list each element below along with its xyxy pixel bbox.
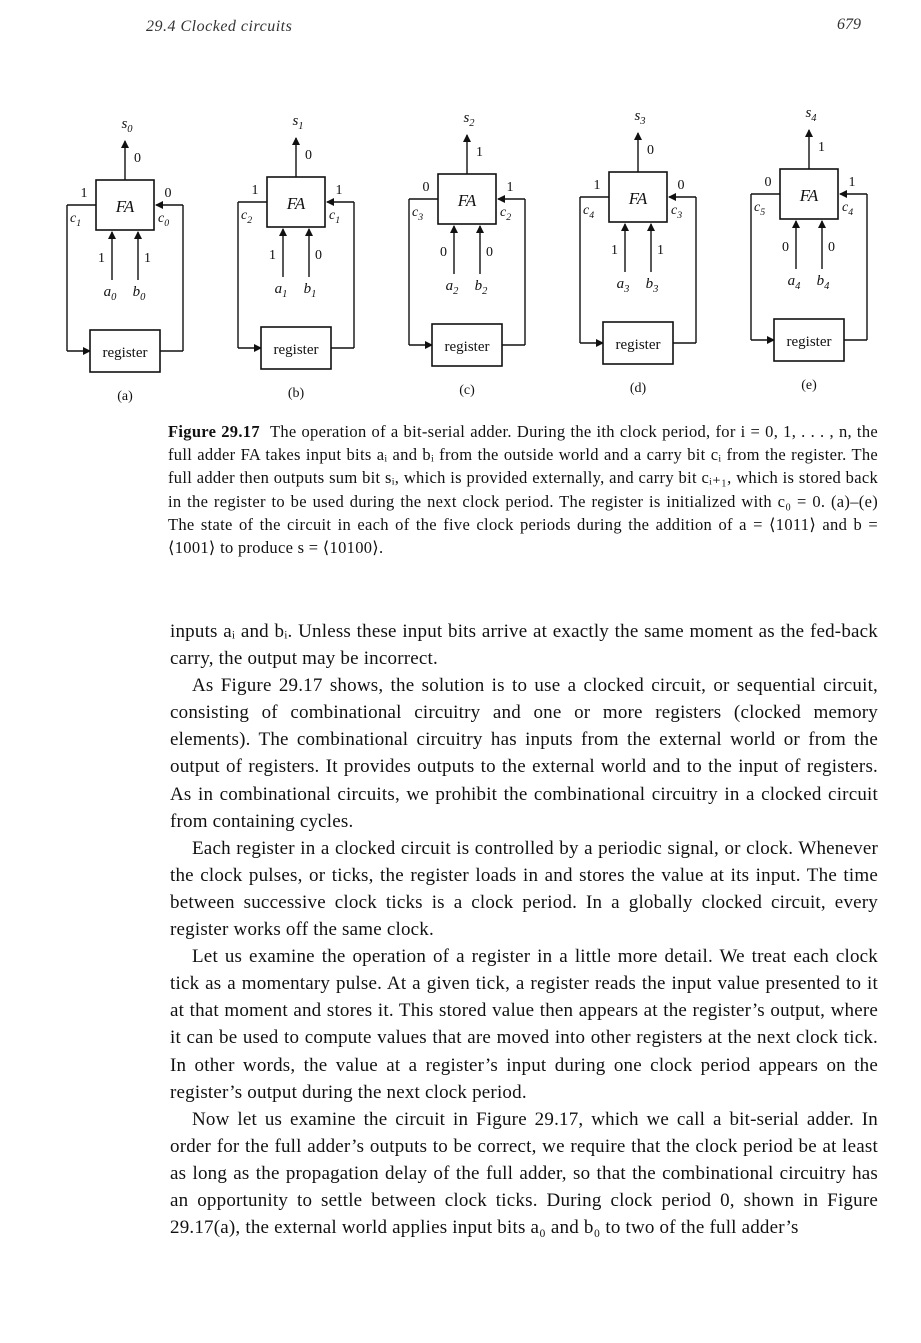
carry-in-bit-value: 0 [677,178,685,193]
b-input-label: $b_3$ [645,276,659,295]
sum-label-subscript: 1 [298,121,304,132]
full-adder-label: FA [457,191,477,210]
carry-out-bit-value: 0 [422,180,430,195]
carry-in-label: $c_2$ [500,205,512,223]
carry-in-label-subscript: 2 [506,212,512,223]
b-bit-value: 0 [828,240,835,255]
full-adder-label: FA [799,186,819,205]
panel-3 [409,110,525,398]
b-input-label-subscript: 0 [140,292,146,303]
b-input-label-subscript: 1 [311,289,317,300]
sum-label: $s_2$ [463,110,475,129]
carry-out-label-subscript: 1 [76,218,82,229]
full-adder-label: FA [115,197,135,216]
a-input-label-subscript: 3 [624,284,630,295]
carry-out-bit-value: 1 [593,178,601,193]
full-adder-label: FA [628,189,648,208]
sum-label: $s_1$ [292,113,304,132]
b-input-label: $b_1$ [303,281,317,300]
a-bit-value: 0 [440,245,447,260]
carry-in-bit-value: 1 [848,175,856,190]
a-input-label-subscript: 0 [111,292,117,303]
a-bit-value: 0 [782,240,789,255]
b-input-label: $b_2$ [474,278,488,297]
carry-in-label-subscript: 0 [164,218,170,229]
carry-out-label-subscript: 5 [760,207,766,218]
figure-label: Figure 29.17 [168,422,260,441]
a-input-label: $a_2$ [445,278,459,297]
b-input-label: $b_4$ [816,273,830,292]
panel-2 [238,113,354,401]
a-input-label-subscript: 4 [795,281,801,292]
full-adder-label: FA [286,194,306,213]
carry-out-bit-value: 1 [251,183,259,198]
a-input-label: $a_1$ [274,281,288,300]
carry-out-label-subscript: 2 [247,215,253,226]
carry-in-label: $c_4$ [842,200,854,218]
paragraph-3: Each register in a clocked circuit is controlled by a periodic signal, or clock. Whenever the clock pulses, or ticks, the register loads in and stores the value at its input. The time between successive clock ticks is a clock period. In a globally clocked circuit, every register works off the same clock. [170,837,878,941]
b-bit-value: 1 [657,243,664,258]
sum-label: $s_0$ [121,116,133,135]
a-input-label-subscript: 2 [453,286,459,297]
paragraph-1: inputs aᵢ and bᵢ. Unless these input bits arrive at exactly the same moment as the fed-back carry, the output may be incorrect. [170,621,878,670]
a-input-label: $a_3$ [616,276,630,295]
carry-out-bit-value: 0 [764,175,772,190]
caption-text: The operation of a bit-serial adder. During the ith clock period, for i = 0, 1, . . . , n, the full adder FA takes input bits aᵢ and bᵢ from the outside world and a carry bit cᵢ from the register. The full adder then outputs sum bit sᵢ, which is provided externally, and carry bit cᵢ₊₁, which is stored back in the register to be used during the next clock period. The register is initialized with c₀ = 0. (a)–(e) The state of the circuit in each of the five clock periods during the addition of a = ⟨1011⟩ and b = ⟨1001⟩ to produce s = ⟨10100⟩. [168,422,878,558]
sum-label-subscript: 2 [469,118,475,129]
sum-label: $s_3$ [634,108,646,127]
paragraph-4: Let us examine the operation of a register in a little more detail. We treat each clock tick as a momentary pulse. At a given tick, a register reads the input value presented to it at that moment and stores it. This stored value then appears at the register’s output, where it can be used to compute values that are moved into other registers at the next clock tick. In other words, the value at a register’s input during one clock period appears on the register’s output during the next clock period. [170,946,878,1103]
carry-in-label: $c_3$ [671,203,683,221]
register-label: register [786,334,832,350]
a-input-label-subscript: 1 [282,289,288,300]
register-label: register [102,345,148,361]
sum-bit-value: 0 [305,148,312,163]
sum-label-subscript: 3 [640,116,646,127]
register-label: register [444,339,490,355]
bit-serial-adder-figure [0,0,921,410]
a-bit-value: 1 [98,251,105,266]
figure-caption [168,420,878,559]
a-bit-value: 1 [611,243,618,258]
register-label: register [615,337,661,353]
carry-in-label-subscript: 3 [677,210,683,221]
panel-label: (c) [459,383,475,398]
paragraph-5: Now let us examine the circuit in Figure 29.17, which we call a bit-serial adder. In order for the full adder’s outputs to be correct, we require that the clock period be at least as long as the propagation delay of the full adder, so that the combinational circuitry has an opportunity to settle between clock ticks. During clock period 0, shown in Figure 29.17(a), the external world applies input bits a₀ and b₀ to two of the full adder’s [170,1108,878,1239]
sum-bit-value: 1 [476,145,483,160]
b-input-label-subscript: 3 [653,284,659,295]
sum-label-subscript: 4 [811,113,817,124]
sum-label: $s_4$ [805,105,817,124]
running-head: 29.4 Clocked circuits [146,18,293,35]
carry-in-bit-value: 1 [506,180,514,195]
a-input-label: $a_0$ [103,284,117,303]
carry-out-bit-value: 1 [80,186,88,201]
panel-1 [67,116,183,404]
body-text [170,618,878,1241]
carry-out-label: $c_4$ [583,203,595,221]
carry-in-label: $c_1$ [329,208,341,226]
b-input-label-subscript: 2 [482,286,488,297]
sum-label-subscript: 0 [127,124,133,135]
carry-in-label: $c_0$ [158,211,170,229]
sum-bit-value: 0 [647,143,654,158]
carry-out-label: $c_3$ [412,205,424,223]
page-number: 679 [837,16,861,33]
panel-label: (e) [801,378,817,393]
register-label: register [273,342,319,358]
b-input-label: $b_0$ [132,284,146,303]
a-input-label: $a_4$ [787,273,801,292]
panel-label: (d) [629,381,647,396]
carry-out-label-subscript: 3 [418,212,424,223]
a-bit-value: 1 [269,248,276,263]
carry-out-label: $c_1$ [70,211,82,229]
carry-in-label-subscript: 1 [335,215,341,226]
panel-label: (b) [287,386,305,401]
carry-in-bit-value: 0 [164,186,172,201]
paragraph-2: As Figure 29.17 shows, the solution is to use a clocked circuit, or sequential circuit, consisting of combinational circuitry and one or more registers (clocked memory elements). The combinational circuitry has inputs from the external world or from the output of registers. It provides outputs to the external world and to the input of registers. As in combinational circuits, we prohibit the combinational circuitry in a clocked circuit from containing cycles. [170,675,878,832]
carry-in-bit-value: 1 [335,183,343,198]
carry-out-label: $c_2$ [241,208,253,226]
b-input-label-subscript: 4 [824,281,830,292]
b-bit-value: 1 [144,251,151,266]
panel-4 [580,108,696,396]
carry-out-label: $c_5$ [754,200,766,218]
panel-label: (a) [117,389,133,404]
carry-out-label-subscript: 4 [589,210,595,221]
carry-in-label-subscript: 4 [848,207,854,218]
panel-5 [751,105,867,393]
b-bit-value: 0 [486,245,493,260]
b-bit-value: 0 [315,248,322,263]
sum-bit-value: 1 [818,140,825,155]
sum-bit-value: 0 [134,151,141,166]
